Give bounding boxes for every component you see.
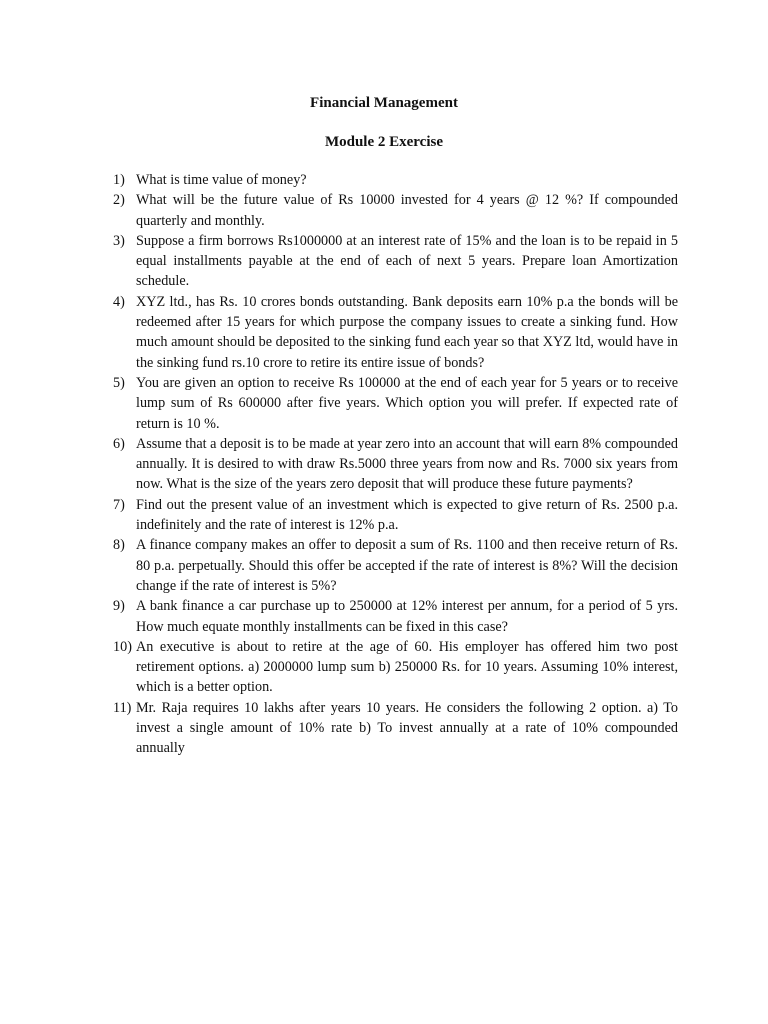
question-item [113, 535, 678, 596]
question-item [113, 434, 678, 495]
question-number: 9) [113, 598, 125, 615]
question-item [113, 373, 678, 434]
question-text: An executive is about to retire at the age of 60. His employer has offered him two post retirement options. a) 2000000 lump sum b) 250000 Rs. for 10 years. Assuming 10% interest, which is a better option. [136, 638, 678, 696]
question-number: 5) [113, 374, 125, 391]
question-text: What is time value of money? [136, 172, 307, 188]
question-text: Suppose a firm borrows Rs1000000 at an interest rate of 15% and the loan is to be repaid in 5 equal installments payable at the end of each of next 5 years. Prepare loan Amortization schedule. [136, 232, 678, 290]
question-text: What will be the future value of Rs 10000 invested for 4 years @ 12 %? If compounded quarterly and monthly. [136, 192, 678, 229]
document-title: Financial Management [310, 95, 458, 111]
question-text: Mr. Raja requires 10 lakhs after years 10 years. He considers the following 2 option. a) To invest a single amount of 10% rate b) To invest annually at a rate of 10% compounded annually [136, 699, 678, 757]
question-number: 11) [113, 699, 132, 716]
question-number: 2) [113, 192, 125, 209]
question-number: 7) [113, 496, 125, 513]
question-number: 10) [113, 638, 132, 655]
question-number: 6) [113, 435, 125, 452]
question-number: 4) [113, 293, 125, 310]
question-text: Find out the present value of an investment which is expected to give return of Rs. 2500 p.a. indefinitely and the rate of interest is 12% p.a. [136, 496, 678, 534]
question-text: A bank finance a car purchase up to 250000 at 12% interest per annum, for a period of 5 yrs. How much equate monthly installments can be fixed in this case? [136, 598, 678, 635]
question-text: A finance company makes an offer to deposit a sum of Rs. 1100 and then receive return of Rs. 80 p.a. perpetually. Should this offer be accepted if the rate of interest is 8%? Will the decision change if the rate of interest is 5%? [136, 537, 678, 594]
question-item [113, 170, 678, 190]
question-item [113, 596, 678, 637]
question-number: 1) [113, 172, 125, 188]
question-list [113, 170, 678, 759]
question-number: 8) [113, 537, 125, 554]
question-item [113, 292, 678, 373]
question-text: You are given an option to receive Rs 100000 at the end of each year for 5 years or to receive lump sum of Rs 600000 after five years. Which option you will prefer. If expected rate of return is 10 %. [136, 374, 678, 432]
question-item [113, 637, 678, 698]
document-subtitle: Module 2 Exercise [324, 134, 444, 150]
question-item [113, 190, 678, 231]
question-text: XYZ ltd., has Rs. 10 crores bonds outstanding. Bank deposits earn 10% p.a the bonds will be redeemed after 15 years for which purpose the company issues to create a sinking fund. How much amount should be deposited to the sinking fund each year so that XYZ ltd, would have in the sinking fund rs.10 crore to retire its entire issue of bonds? [136, 293, 678, 371]
question-item [113, 698, 678, 759]
question-number: 3) [113, 232, 125, 249]
question-item [113, 495, 678, 536]
question-item [113, 231, 678, 292]
question-text: Assume that a deposit is to be made at year zero into an account that will earn 8% compounded annually. It is desired to with draw Rs.5000 three years from now and Rs. 7000 six years from now. What is the size of the years zero deposit that will produce these future payments? [136, 435, 678, 493]
